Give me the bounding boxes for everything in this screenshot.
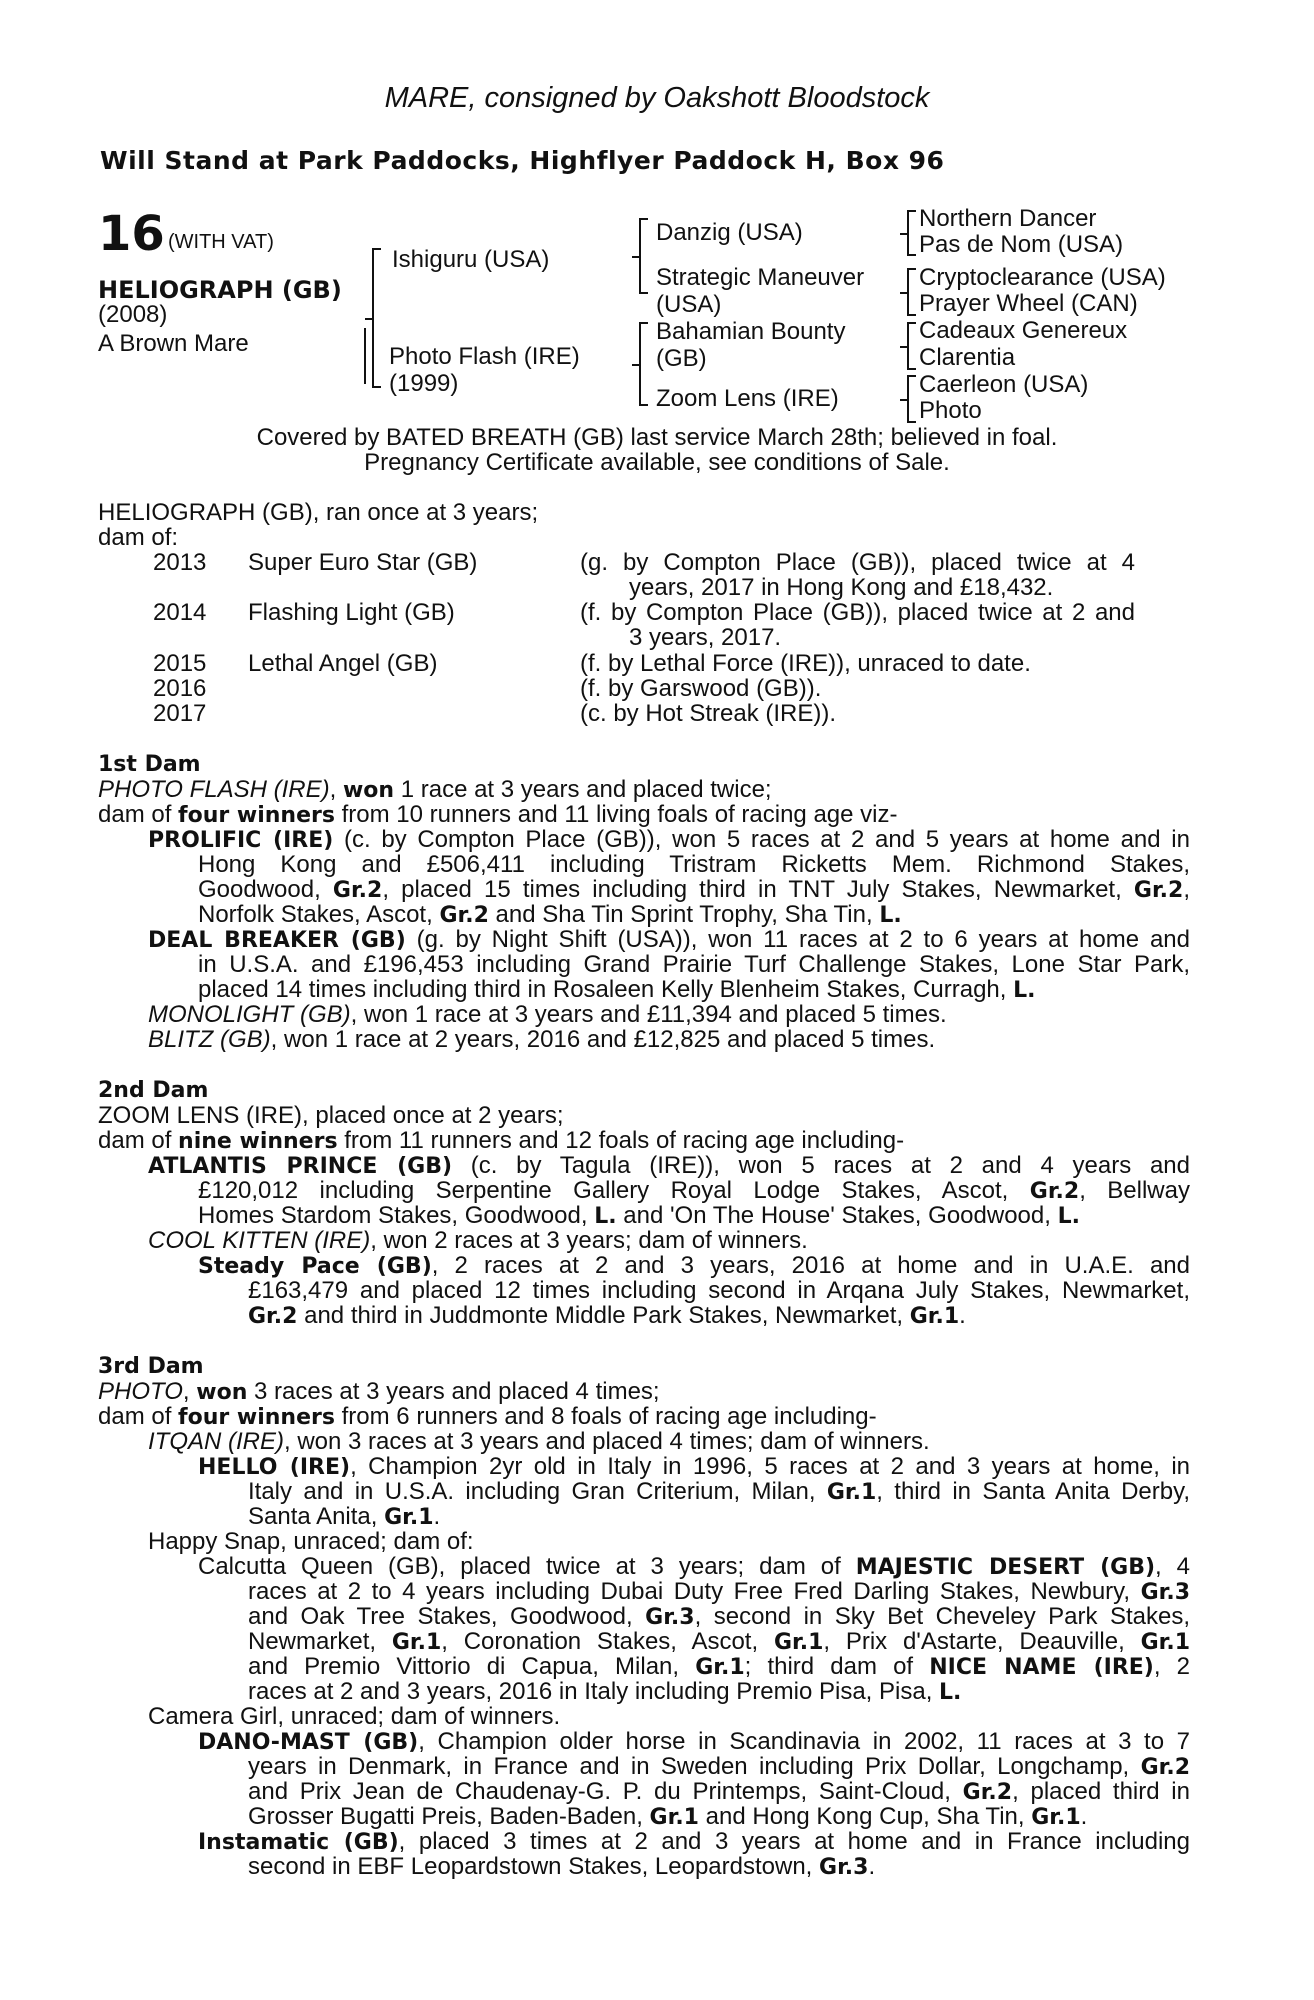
pedigree-brace-strategic bbox=[907, 268, 916, 316]
calcutta-queen-entry: Calcutta Queen (GB), placed twice at 3 years; dam of MAJESTIC DESERT (GB), 4 bbox=[198, 1553, 1190, 1580]
pedigree-gg5: Cadeaux Genereux bbox=[919, 317, 1128, 344]
pedigree-gg4: Prayer Wheel (CAN) bbox=[919, 290, 1138, 317]
page-title: MARE, consigned by Oakshott Bloodstock bbox=[384, 82, 930, 114]
third-dam-line: PHOTO, won 3 races at 3 years and placed 4 times; bbox=[98, 1378, 660, 1405]
produce-detail: (f. by Lethal Force (IRE)), unraced to date. bbox=[580, 650, 1031, 677]
horse-description: A Brown Mare bbox=[98, 330, 249, 357]
produce-name: Super Euro Star (GB) bbox=[248, 549, 478, 576]
second-dam-line: ZOOM LENS (IRE), placed once at 2 years; bbox=[98, 1102, 564, 1129]
pedigree-g3a: Bahamian Bounty bbox=[656, 318, 846, 345]
prolific-entry-cont: Norfolk Stakes, Ascot, Gr.2 and Sha Tin Sprint Trophy, Sha Tin, L. bbox=[198, 901, 902, 928]
pedigree-g4: Zoom Lens (IRE) bbox=[656, 385, 839, 412]
pedigree-g2b: (USA) bbox=[656, 291, 722, 318]
produce-year: 2014 bbox=[153, 599, 207, 626]
produce-year: 2015 bbox=[153, 650, 207, 677]
pedigree-brace-bahamian bbox=[907, 322, 916, 370]
pedigree-dam: Photo Flash (IRE) bbox=[389, 343, 580, 370]
pedigree-sire: Ishiguru (USA) bbox=[392, 246, 550, 273]
produce-name: Flashing Light (GB) bbox=[248, 599, 455, 626]
instamatic-entry-cont: second in EBF Leopardstown Stakes, Leopardstown, Gr.3. bbox=[248, 1853, 876, 1880]
produce-year: 2013 bbox=[153, 549, 207, 576]
pedigree-gg3: Cryptoclearance (USA) bbox=[919, 264, 1166, 291]
cool-kitten-entry: COOL KITTEN (IRE), won 2 races at 3 years; dam of winners. bbox=[148, 1227, 808, 1254]
instamatic-entry: Instamatic (GB), placed 3 times at 2 and 3 years at home and in France including bbox=[198, 1828, 1190, 1855]
produce-detail: (f. by Compton Place (GB)), placed twice at 2 and bbox=[580, 599, 1135, 626]
calcutta-queen-entry-cont: races at 2 and 3 years, 2016 in Italy including Premio Pisa, Pisa, L. bbox=[248, 1678, 962, 1705]
produce-detail-cont: years, 2017 in Hong Kong and £18,432. bbox=[629, 574, 1054, 601]
calcutta-queen-entry-cont: Newmarket, Gr.1, Coronation Stakes, Ascot, Gr.1, Prix d'Astarte, Deauville, Gr.1 bbox=[248, 1628, 1191, 1655]
calcutta-queen-entry-cont: races at 2 to 4 years including Dubai Duty Free Fred Darling Stakes, Newbury, Gr.3 bbox=[248, 1578, 1190, 1605]
produce-detail-cont: 3 years, 2017. bbox=[629, 624, 782, 651]
produce-detail: (c. by Hot Streak (IRE)). bbox=[580, 700, 837, 727]
atlantis-prince-entry-cont: £120,012 including Serpentine Gallery Royal Lodge Stakes, Ascot, Gr.2, Bellway bbox=[198, 1177, 1190, 1204]
dano-mast-entry-cont: and Prix Jean de Chaudenay-G. P. du Printemps, Saint-Cloud, Gr.2, placed third in bbox=[248, 1778, 1190, 1805]
prolific-entry: PROLIFIC (IRE) (c. by Compton Place (GB)), won 5 races at 2 and 5 years at home and in bbox=[148, 826, 1190, 853]
horse-year: (2008) bbox=[98, 301, 168, 328]
stabling-location: Will Stand at Park Paddocks, Highflyer Paddock H, Box 96 bbox=[100, 146, 945, 175]
produce-year: 2016 bbox=[153, 675, 207, 702]
lot-number: 16 bbox=[98, 206, 165, 262]
horse-name: HELIOGRAPH (GB) bbox=[98, 276, 342, 304]
hello-entry-cont: Italy and in U.S.A. including Gran Criterium, Milan, Gr.1, third in Santa Anita Derby, bbox=[248, 1478, 1190, 1505]
camera-girl-entry: Camera Girl, unraced; dam of winners. bbox=[148, 1703, 561, 1730]
steady-pace-entry-cont: Gr.2 and third in Juddmonte Middle Park Stakes, Newmarket, Gr.1. bbox=[248, 1302, 966, 1329]
pedigree-gg1: Northern Dancer bbox=[919, 205, 1097, 232]
pedigree-brace-danzig bbox=[907, 210, 916, 256]
vat-label: (WITH VAT) bbox=[168, 231, 274, 253]
pedigree-brace-main-lower bbox=[364, 328, 366, 384]
pedigree-gg6: Clarentia bbox=[919, 344, 1016, 371]
pedigree-gg7: Caerleon (USA) bbox=[919, 371, 1089, 398]
first-dam-heading: 1st Dam bbox=[98, 752, 201, 777]
produce-intro-dam-of: dam of: bbox=[98, 524, 179, 551]
pregnancy-note: Pregnancy Certificate available, see conditions of Sale. bbox=[364, 449, 950, 476]
pedigree-gg8: Photo bbox=[919, 397, 982, 424]
itqan-entry: ITQAN (IRE), won 3 races at 3 years and placed 4 times; dam of winners. bbox=[148, 1428, 930, 1455]
steady-pace-entry: Steady Pace (GB), 2 races at 2 and 3 years, 2016 at home and in U.A.E. and bbox=[198, 1252, 1190, 1279]
steady-pace-entry-cont: £163,479 and placed 12 times including second in Arqana July Stakes, Newmarket, bbox=[248, 1277, 1190, 1304]
first-dam-produce-line: dam of four winners from 10 runners and 11 living foals of racing age viz- bbox=[98, 801, 898, 828]
second-dam-heading: 2nd Dam bbox=[98, 1078, 209, 1103]
pedigree-brace-dam bbox=[639, 322, 648, 406]
monolight-entry: MONOLIGHT (GB), won 1 race at 3 years and £11,394 and placed 5 times. bbox=[148, 1001, 947, 1028]
pedigree-g2a: Strategic Maneuver bbox=[656, 264, 865, 291]
atlantis-prince-entry-cont: Homes Stardom Stakes, Goodwood, L. and 'On The House' Stakes, Goodwood, L. bbox=[198, 1202, 1080, 1229]
produce-year: 2017 bbox=[153, 700, 207, 727]
deal-breaker-entry-cont: placed 14 times including third in Rosaleen Kelly Blenheim Stakes, Curragh, L. bbox=[198, 976, 1036, 1003]
third-dam-produce-line: dam of four winners from 6 runners and 8 foals of racing age including- bbox=[98, 1403, 877, 1430]
produce-name: Lethal Angel (GB) bbox=[248, 650, 438, 677]
pedigree-brace-sire bbox=[639, 218, 648, 294]
second-dam-produce-line: dam of nine winners from 11 runners and 12 foals of racing age including- bbox=[98, 1127, 905, 1154]
prolific-entry-cont: Hong Kong and £506,411 including Tristram Ricketts Mem. Richmond Stakes, bbox=[198, 851, 1190, 878]
prolific-entry-cont: Goodwood, Gr.2, placed 15 times including third in TNT July Stakes, Newmarket, Gr.2, bbox=[198, 876, 1190, 903]
pedigree-brace-main bbox=[372, 248, 381, 388]
hello-entry-cont: Santa Anita, Gr.1. bbox=[248, 1503, 441, 1530]
produce-intro: HELIOGRAPH (GB), ran once at 3 years; bbox=[98, 499, 539, 526]
happy-snap-entry: Happy Snap, unraced; dam of: bbox=[148, 1528, 474, 1555]
pedigree-brace-zoom bbox=[907, 375, 916, 423]
pedigree-gg2: Pas de Nom (USA) bbox=[919, 231, 1124, 258]
atlantis-prince-entry: ATLANTIS PRINCE (GB) (c. by Tagula (IRE)), won 5 races at 2 and 4 years and bbox=[148, 1152, 1190, 1179]
first-dam-line: PHOTO FLASH (IRE), won 1 race at 3 years and placed twice; bbox=[98, 776, 772, 803]
pedigree-g3b: (GB) bbox=[656, 345, 707, 372]
covered-note: Covered by BATED BREATH (GB) last service March 28th; believed in foal. bbox=[256, 424, 1058, 451]
produce-detail: (g. by Compton Place (GB)), placed twice at 4 bbox=[580, 549, 1135, 576]
dano-mast-entry-cont: Grosser Bugatti Preis, Baden-Baden, Gr.1 and Hong Kong Cup, Sha Tin, Gr.1. bbox=[248, 1803, 1088, 1830]
calcutta-queen-entry-cont: and Oak Tree Stakes, Goodwood, Gr.3, second in Sky Bet Cheveley Park Stakes, bbox=[248, 1603, 1190, 1630]
produce-detail: (f. by Garswood (GB)). bbox=[580, 675, 822, 702]
deal-breaker-entry: DEAL BREAKER (GB) (g. by Night Shift (USA)), won 11 races at 2 to 6 years at home and bbox=[148, 926, 1190, 953]
pedigree-dam-year: (1999) bbox=[389, 370, 459, 397]
dano-mast-entry: DANO-MAST (GB), Champion older horse in Scandinavia in 2002, 11 races at 3 to 7 bbox=[198, 1728, 1191, 1755]
dano-mast-entry-cont: years in Denmark, in France and in Sweden including Prix Dollar, Longchamp, Gr.2 bbox=[248, 1753, 1190, 1780]
deal-breaker-entry-cont: in U.S.A. and £196,453 including Grand Prairie Turf Challenge Stakes, Lone Star Park, bbox=[198, 951, 1190, 978]
third-dam-heading: 3rd Dam bbox=[98, 1354, 204, 1379]
hello-entry: HELLO (IRE), Champion 2yr old in Italy in 1996, 5 races at 2 and 3 years at home, in bbox=[198, 1453, 1190, 1480]
blitz-entry: BLITZ (GB), won 1 race at 2 years, 2016 and £12,825 and placed 5 times. bbox=[148, 1026, 936, 1053]
pedigree-g1: Danzig (USA) bbox=[656, 219, 803, 246]
calcutta-queen-entry-cont: and Premio Vittorio di Capua, Milan, Gr.1; third dam of NICE NAME (IRE), 2 bbox=[248, 1653, 1191, 1680]
